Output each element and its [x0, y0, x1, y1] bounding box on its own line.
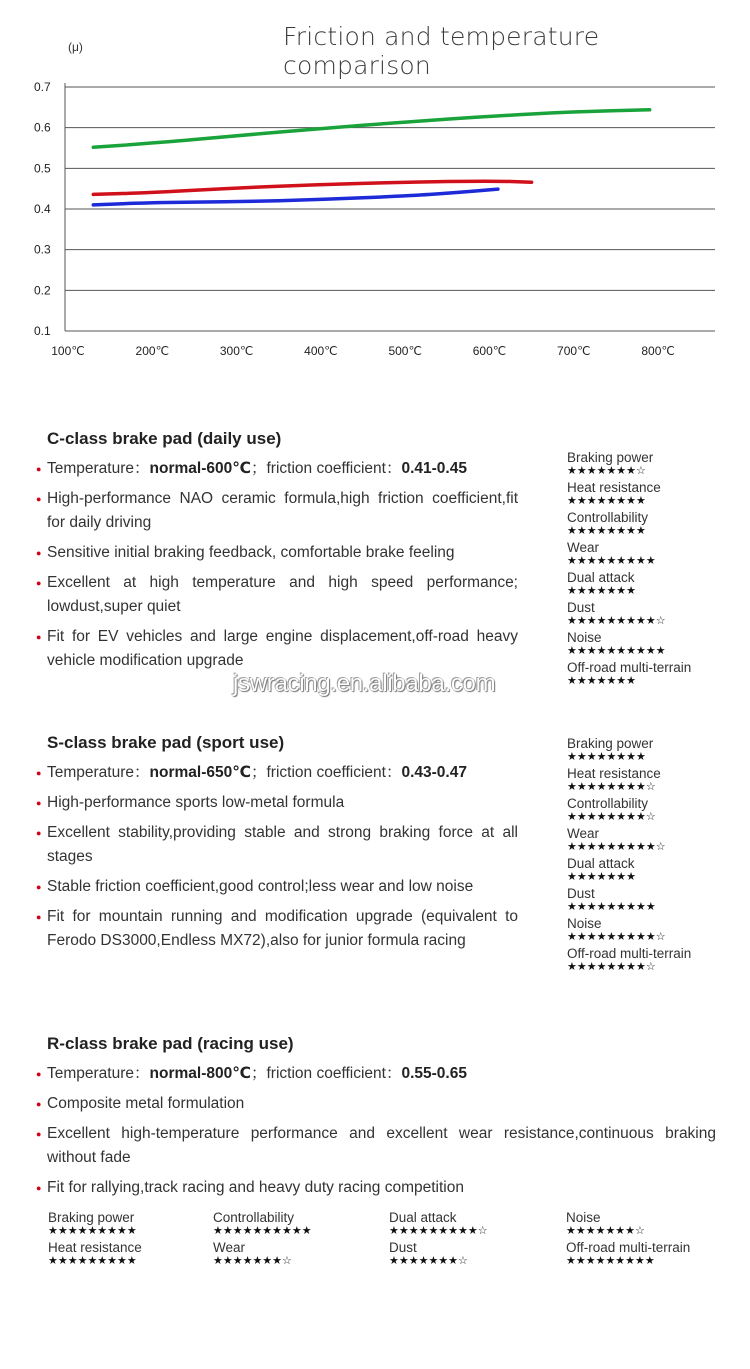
bullet-item: ● Excellent at high temperature and high speed performance; lowdust,super quiet: [36, 571, 518, 619]
y-axis-unit-label: (μ): [68, 40, 83, 54]
bullet-item: ● Sensitive initial braking feedback, comfortable brake feeling: [36, 541, 518, 565]
star-rating-icon: ★★★★★★★: [567, 870, 637, 883]
rating-noise: Noise ★★★★★★★★★☆: [567, 917, 737, 947]
rating-controllability: Controllability ★★★★★★★★: [567, 511, 737, 541]
rating-off-road: Off-road multi-terrain ★★★★★★★: [567, 661, 737, 691]
bullet-item: ● Fit for EV vehicles and large engine displacement,off-road heavy vehicle modification upgrade: [36, 625, 518, 673]
star-rating-icon: ★★★★★★★☆: [566, 1224, 645, 1237]
star-rating-icon: ★★★★★★★☆: [213, 1254, 292, 1267]
y-tick-label: 0.3: [34, 242, 51, 257]
rating-wear: Wear ★★★★★★★☆: [213, 1241, 383, 1271]
rating-heat-resistance: Heat resistance ★★★★★★★★★: [48, 1241, 218, 1271]
y-tick-label: 0.2: [34, 283, 51, 298]
bullet-item: ● Temperature：normal-600℃；friction coefficient：0.41-0.45: [36, 457, 518, 481]
star-rating-icon: ★★★★★★★★: [567, 750, 646, 763]
bullet-item: ● Excellent stability,providing stable and strong braking force at all stages: [36, 821, 518, 869]
bullet-item: ● High-performance NAO ceramic formula,high friction coefficient,fit for daily driving: [36, 487, 518, 535]
rating-heat-resistance: Heat resistance ★★★★★★★★☆: [567, 767, 737, 797]
rating-braking-power: Braking power ★★★★★★★★★: [48, 1211, 218, 1241]
rating-dust: Dust ★★★★★★★★★: [567, 887, 737, 917]
rating-controllability: Controllability ★★★★★★★★★★: [213, 1211, 383, 1241]
star-rating-icon: ★★★★★★★★☆: [567, 810, 656, 823]
star-rating-icon: ★★★★★★★★★: [48, 1224, 137, 1237]
x-tick-label: 300℃: [219, 344, 254, 358]
rating-dust: Dust ★★★★★★★★★☆: [567, 601, 737, 631]
star-rating-icon: ★★★★★★★★★☆: [567, 840, 666, 853]
rating-off-road: Off-road multi-terrain ★★★★★★★★☆: [567, 947, 737, 977]
star-rating-icon: ★★★★★★★★★★: [567, 644, 666, 657]
star-rating-icon: ★★★★★★★★★: [567, 900, 656, 913]
bullet-item: ● High-performance sports low-metal formula: [36, 791, 518, 815]
r-class-title: R-class brake pad (racing use): [47, 1034, 294, 1053]
star-rating-icon: ★★★★★★★★★☆: [567, 930, 666, 943]
bullet-item: ● Excellent high-temperature performance and excellent wear resistance,continuous braking without fade: [36, 1122, 716, 1170]
y-tick-label: 0.1: [34, 324, 51, 338]
star-rating-icon: ★★★★★★★★★: [566, 1254, 655, 1267]
x-tick-label: 100℃: [51, 344, 85, 358]
star-rating-icon: ★★★★★★★★★☆: [389, 1224, 488, 1237]
rating-dual-attack: Dual attack ★★★★★★★: [567, 571, 737, 601]
rating-off-road: Off-road multi-terrain ★★★★★★★★★: [566, 1241, 736, 1271]
star-rating-icon: ★★★★★★★★☆: [567, 780, 656, 793]
rating-controllability: Controllability ★★★★★★★★☆: [567, 797, 737, 827]
r-class-bullets: [36, 1062, 716, 1206]
x-tick-label: 800℃: [641, 344, 675, 358]
s-class-ratings: [567, 737, 737, 977]
y-tick-label: 0.6: [34, 120, 51, 135]
star-rating-icon: ★★★★★★★: [567, 674, 637, 687]
bullet-item: ● Fit for mountain running and modification upgrade (equivalent to Ferodo DS3000,Endless MX72),also for junior formula racing: [36, 905, 518, 953]
y-tick-label: 0.4: [34, 202, 51, 216]
bullet-item: ● Stable friction coefficient,good control;less wear and low noise: [36, 875, 518, 899]
rating-braking-power: Braking power ★★★★★★★★: [567, 737, 737, 767]
s-class-title: S-class brake pad (sport use): [47, 733, 285, 752]
x-tick-label: 700℃: [557, 344, 591, 358]
star-rating-icon: ★★★★★★★★: [567, 524, 646, 537]
x-tick-label: 500℃: [388, 344, 422, 358]
rating-dust: Dust ★★★★★★★☆: [389, 1241, 559, 1271]
star-rating-icon: ★★★★★★★★: [567, 494, 646, 507]
friction-temperature-chart: [0, 70, 750, 370]
star-rating-icon: ★★★★★★★★☆: [567, 960, 656, 973]
watermark: jswracing.en.alibaba.com: [233, 670, 496, 697]
c-class-bullets: [36, 457, 518, 679]
star-rating-icon: ★★★★★★★★★: [48, 1254, 137, 1267]
c-class-title: C-class brake pad (daily use): [47, 429, 282, 448]
y-tick-label: 0.7: [34, 80, 51, 94]
rating-wear: Wear ★★★★★★★★★: [567, 541, 737, 571]
chart-title: Friction and temperature comparison: [283, 22, 600, 80]
x-tick-label: 600℃: [472, 344, 507, 358]
bullet-item: ● Temperature：normal-650℃；friction coefficient：0.43-0.47: [36, 761, 518, 785]
s-class-bullets: [36, 761, 518, 959]
bullet-item: ● Composite metal formulation: [36, 1092, 716, 1116]
y-tick-label: 0.5: [34, 161, 51, 176]
rating-noise: Noise ★★★★★★★★★★: [567, 631, 737, 661]
rating-heat-resistance: Heat resistance ★★★★★★★★: [567, 481, 737, 511]
star-rating-icon: ★★★★★★★☆: [389, 1254, 468, 1267]
star-rating-icon: ★★★★★★★☆: [567, 464, 646, 477]
c-class-ratings: [567, 451, 737, 691]
rating-dual-attack: Dual attack ★★★★★★★: [567, 857, 737, 887]
x-tick-label: 200℃: [135, 344, 170, 358]
rating-noise: Noise ★★★★★★★☆: [566, 1211, 736, 1241]
star-rating-icon: ★★★★★★★★★: [567, 554, 656, 567]
series-line-0: [93, 110, 649, 147]
rating-braking-power: Braking power ★★★★★★★☆: [567, 451, 737, 481]
bullet-item: ● Temperature：normal-800℃；friction coefficient：0.55-0.65: [36, 1062, 716, 1086]
rating-dual-attack: Dual attack ★★★★★★★★★☆: [389, 1211, 559, 1241]
star-rating-icon: ★★★★★★★★★☆: [567, 614, 666, 627]
star-rating-icon: ★★★★★★★★★★: [213, 1224, 312, 1237]
star-rating-icon: ★★★★★★★: [567, 584, 637, 597]
x-tick-label: 400℃: [304, 344, 338, 358]
rating-wear: Wear ★★★★★★★★★☆: [567, 827, 737, 857]
bullet-item: ● Fit for rallying,track racing and heavy duty racing competition: [36, 1176, 716, 1200]
